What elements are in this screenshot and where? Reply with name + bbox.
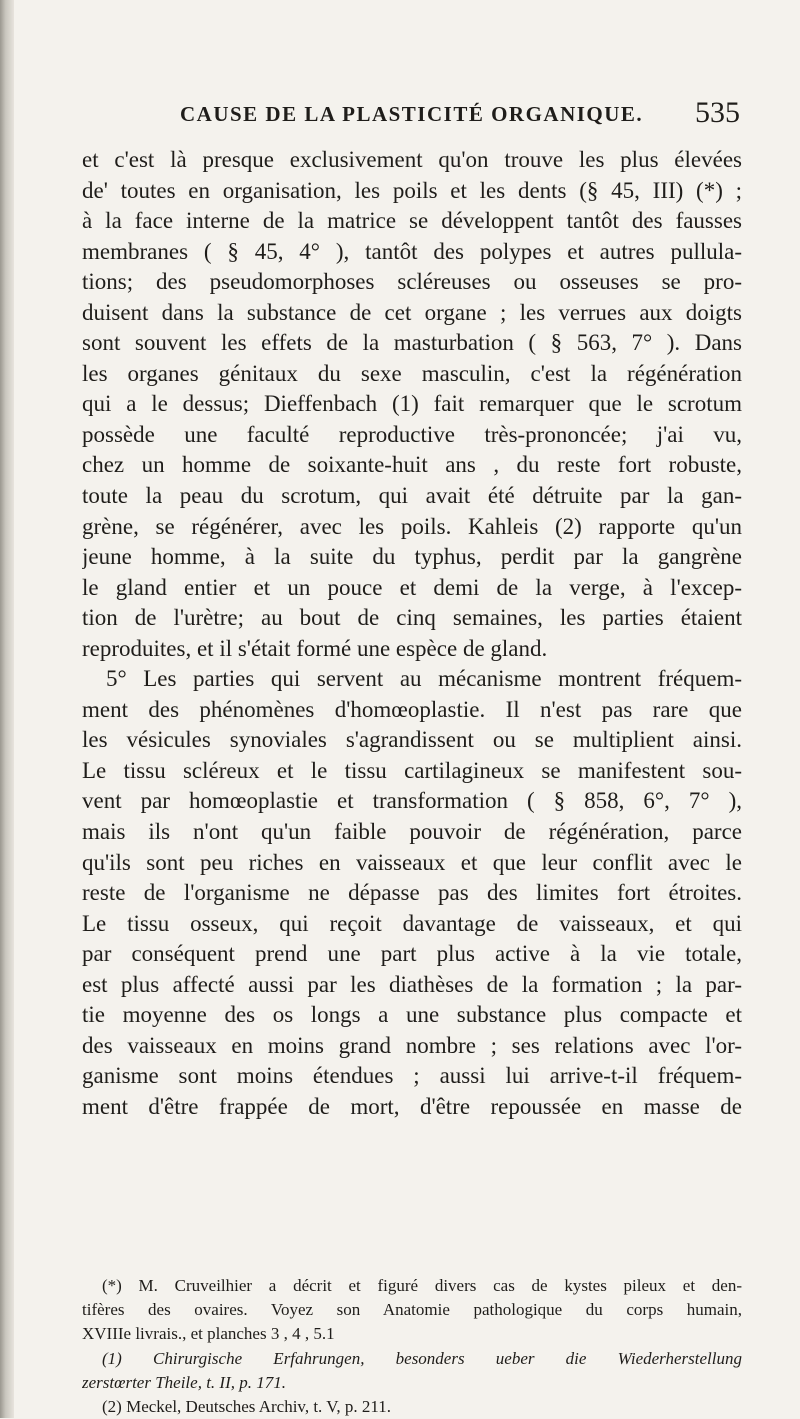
text-line: et c'est là presque exclusivement qu'on trouve les plus élevées [82,147,742,172]
footnote-line: (1) Chirurgische Erfahrungen, besonders ueber die Wiederherstellung [102,1348,742,1368]
footnote-line: (2) Meckel, Deutsches Archiv, t. V, p. 211. [102,1396,391,1416]
text-line: tions; des pseudomorphoses scléreuses ou osseuses se pro- [82,269,742,295]
text-line: duisent dans la substance de cet organe ; les verrues aux doigts [82,299,742,325]
page-number: 535 [695,96,740,129]
text-line: Le tissu osseux, qui reçoit davantage de vaisseaux, et qui [82,910,742,936]
footnote-line: (*) M. Cruveilhier a décrit et figuré divers cas de kystes pileux et den- [102,1276,742,1295]
footnote-line: XVIIIe livrais., et planches 3 , 4 , 5.1 [82,1324,335,1344]
text-line: vent par homœoplastie et transformation ( § 858, 6°, 7° ), [82,788,742,814]
text-line: tion de l'urètre; au bout de cinq semaines, les parties étaient [82,605,742,631]
footnotes [82,1274,742,1419]
page-binding-edge [0,0,14,1418]
text-line: jeune homme, à la suite du typhus, perdit par la gangrène [82,544,742,570]
text-line: sont souvent les effets de la masturbation ( § 563, 7° ). Dans [82,330,742,356]
text-line: les organes génitaux du sexe masculin, c'est la régénération [82,360,742,386]
text-line: ment d'être frappée de mort, d'être repoussée en masse de [82,1093,742,1119]
footnote-line: tifères des ovaires. Voyez son Anatomie pathologique du corps humain, [82,1300,742,1320]
text-line: les vésicules synoviales s'agrandissent ou se multiplient ainsi. [82,727,742,753]
page-header [80,96,740,142]
text-line: ment des phénomènes d'homœoplastie. Il n'est pas rare que [82,696,742,722]
text-line: par conséquent prend une part plus active à la vie totale, [82,941,742,967]
text-line: membranes ( § 45, 4° ), tantôt des polypes et autres pullula- [82,238,742,264]
text-line: reproduites, et il s'était formé une espèce de gland. [82,635,548,661]
text-line: ganisme sont moins étendues ; aussi lui arrive-t-il fréquem- [82,1063,742,1089]
text-line: est plus affecté aussi par les diathèses de la formation ; la par- [82,971,742,997]
text-line: reste de l'organisme ne dépasse pas des limites fort étroites. [82,880,742,906]
footnote-line: zerstœrter Theile, t. II, p. 171. [82,1372,286,1392]
text-line: grène, se régénérer, avec les poils. Kahleis (2) rapporte qu'un [82,513,742,539]
text-line: tie moyenne des os longs a une substance plus compacte et [82,1002,742,1028]
text-line: mais ils n'ont qu'un faible pouvoir de régénération, parce [82,819,742,845]
text-line: 5° Les parties qui servent au mécanisme montrent fréquem- [106,666,742,692]
text-line: des vaisseaux en moins grand nombre ; ses relations avec l'or- [82,1032,742,1058]
text-line: Le tissu scléreux et le tissu cartilagineux se manifestent sou- [82,757,742,783]
text-line: de' toutes en organisation, les poils et les dents (§ 45, III) (*) ; [82,177,742,203]
text-line: à la face interne de la matrice se développent tantôt des fausses [82,208,742,234]
running-title: CAUSE DE LA PLASTICITÉ ORGANIQUE. [180,102,644,126]
text-line: toute la peau du scrotum, qui avait été détruite par la gan- [82,483,742,509]
body-text [82,145,742,1123]
text-line: qui a le dessus; Dieffenbach (1) fait remarquer que le scrotum [82,391,742,417]
text-line: le gland entier et un pouce et demi de la verge, à l'excep- [82,574,742,600]
text-line: chez un homme de soixante-huit ans , du reste fort robuste, [82,452,742,478]
text-line: qu'ils sont peu riches en vaisseaux et que leur conflit avec le [82,849,742,875]
text-line: possède une faculté reproductive très-prononcée; j'ai vu, [82,421,742,447]
